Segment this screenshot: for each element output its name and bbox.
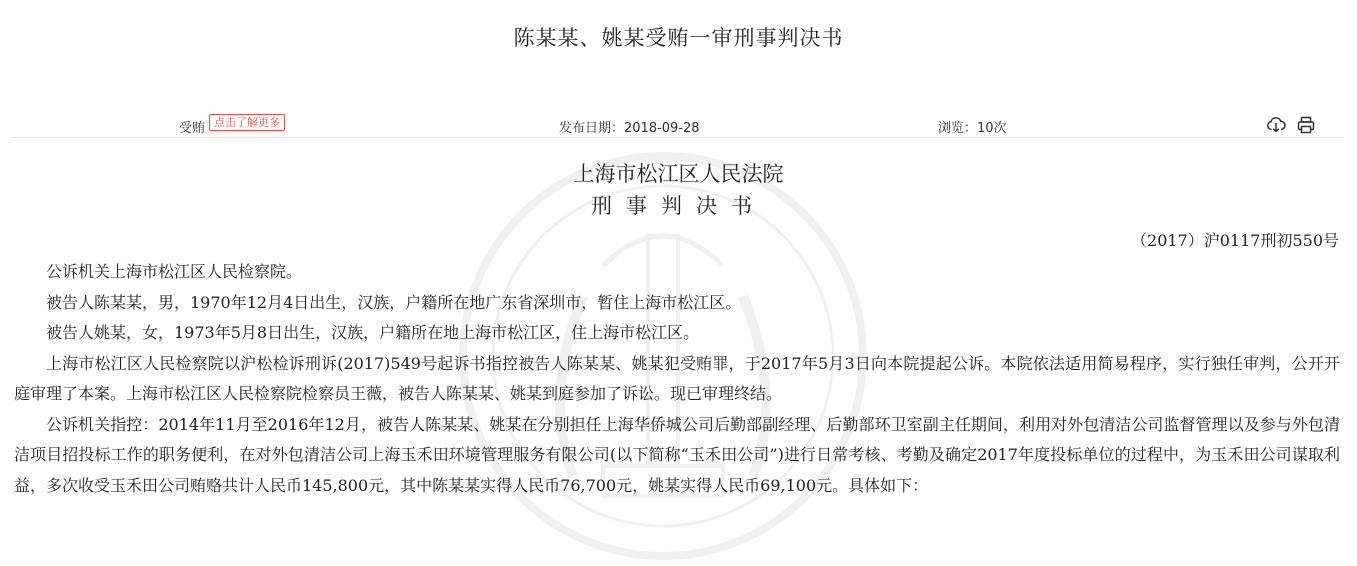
paragraph-defendant-1: 被告人陈某某，男，1970年12月4日出生，汉族，户籍所在地广东省深圳市，暂住上海市松江区。 xyxy=(46,292,742,312)
view-count: 浏览：10次 xyxy=(938,121,1007,136)
download-icon[interactable] xyxy=(1266,115,1286,135)
paragraph-prosecutor: 公诉机关上海市松江区人民检察院。 xyxy=(46,262,303,281)
print-icon[interactable] xyxy=(1296,115,1316,135)
judgment-body xyxy=(14,257,1340,501)
paragraph-charges: 公诉机关指控：2014年11月至2016年12月，被告人陈某某、姚某在分别担任上海华侨城公司后勤部副经理、后勤部环卫室副主任期间，利用对外包清洁公司监督管理以及参与外包清洁项目招投标工作的职务便利，在对外包清洁公司上海玉禾田环境管理服务有限公司(以下简称“玉禾田公司”)进行日常考核、考勤及确定2017年度投标单位的过程中，为玉禾田公司谋取利益，多次收受玉禾田公司贿赂共计人民币145,800元，其中陈某某实得人民币76,700元，姚某实得人民币69,100元。具体如下： xyxy=(14,414,1340,495)
page-title: 陈某某、姚某受贿一审刑事判决书 xyxy=(513,26,844,50)
paragraph-defendant-2: 被告人姚某，女，1973年5月8日出生，汉族，户籍所在地上海市松江区，住上海市松江区。 xyxy=(46,323,700,342)
paragraph-procedure: 上海市松江区人民检察院以沪松检诉刑诉(2017)549号起诉书指控被告人陈某某、姚某犯受贿罪，于2017年5月3日向本院提起公诉。本院依法适用简易程序，实行独任审判，公开开庭审理了本案。上海市松江区人民检察院检察员王薇，被告人陈某某、姚某到庭参加了诉讼。现已审理终结。 xyxy=(14,353,1340,403)
case-number: （2017）沪0117刑初550号 xyxy=(1131,231,1339,250)
case-cause: 受贿 xyxy=(179,121,206,136)
court-name: 上海市松江区人民法院 xyxy=(573,162,784,186)
toolbar-icons xyxy=(1266,115,1316,135)
document-type: 刑事判决书 xyxy=(591,194,766,218)
publish-date: 发布日期：2018-09-28 xyxy=(559,121,700,136)
meta-bar xyxy=(12,113,1344,138)
learn-more-button[interactable]: 点击了解更多 xyxy=(209,114,285,131)
